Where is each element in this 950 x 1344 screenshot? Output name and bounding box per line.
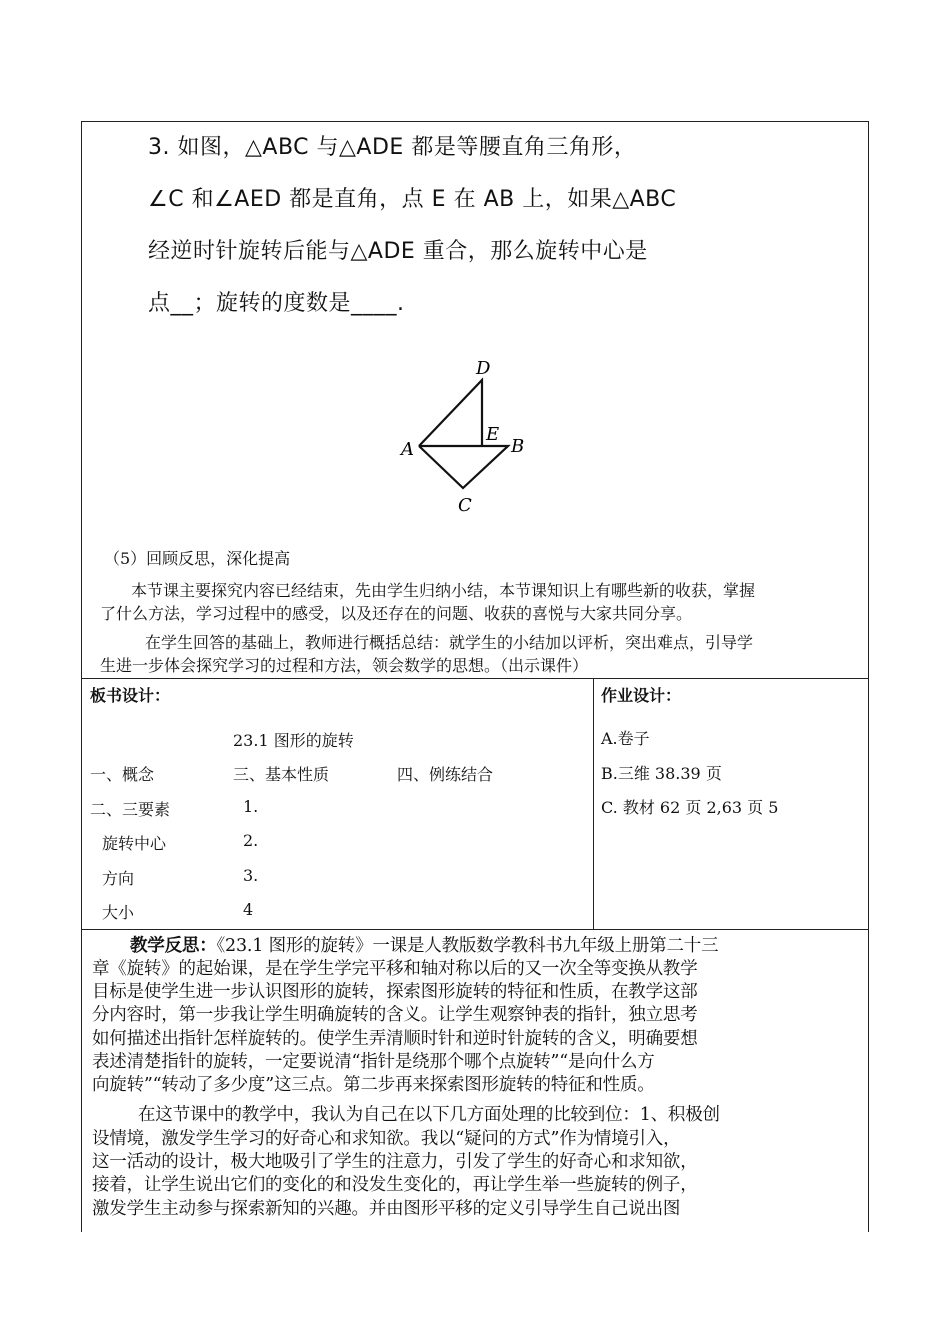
label-a: A bbox=[401, 439, 414, 460]
board-col1-row2: 二、三要素 bbox=[90, 800, 171, 819]
review-para1-line2: 了什么方法，学习过程中的感受，以及还存在的问题、收获的喜悦与大家共同分享。 bbox=[100, 604, 693, 623]
review-para2-line2: 生进一步体会探究学习的过程和方法，领会数学的思想。（出示课件） bbox=[100, 656, 589, 675]
reflection-line-8: 在这节课中的教学中，我认为自己在以下几方面处理的比较到位：1、积极创 bbox=[138, 1105, 720, 1125]
question-line-3: 经逆时针旋转后能与△ADE 重合，那么旋转中心是 bbox=[148, 239, 648, 264]
review-para2-line1: 在学生回答的基础上，教师进行概括总结：就学生的小结加以评析，突出难点，引导学 bbox=[145, 633, 754, 652]
reflection-line-11: 接着，让学生说出它们的变化的和没发生变化的，再让学生举一些旋转的例子， bbox=[92, 1175, 698, 1195]
homework-item-b: B.三维 38.39 页 bbox=[601, 764, 722, 783]
board-heading: 23.1 图形的旋转 bbox=[233, 731, 354, 750]
row-divider-2 bbox=[81, 929, 868, 930]
board-col1-row3: 旋转中心 bbox=[102, 834, 167, 853]
reflection-line-5: 如何描述出指针怎样旋转的。使学生弄清顺时针和逆时针旋转的含义，明确要想 bbox=[92, 1029, 698, 1049]
triangle-abc bbox=[419, 446, 508, 488]
board-col2-row1: 三、基本性质 bbox=[233, 765, 330, 784]
label-d: D bbox=[476, 358, 491, 379]
reflection-line-3: 目标是使学生进一步认识图形的旋转，探索图形旋转的特征和性质，在教学这部 bbox=[92, 982, 698, 1002]
label-b: B bbox=[511, 436, 525, 457]
reflection-line-7: 向旋转”“转动了多少度”这三点。第二步再来探索图形旋转的特征和性质。 bbox=[92, 1075, 655, 1095]
question-line-1: 3. 如图，△ABC 与△ADE 都是等腰直角三角形， bbox=[148, 135, 637, 160]
reflection-line-1 bbox=[130, 935, 898, 958]
review-heading: （5）回顾反思，深化提高 bbox=[104, 549, 291, 568]
homework-item-c: C. 教材 62 页 2,63 页 5 bbox=[601, 798, 779, 817]
label-c: C bbox=[458, 495, 472, 516]
label-e: E bbox=[486, 424, 500, 445]
board-col3-row1: 四、例练结合 bbox=[397, 765, 494, 784]
column-divider bbox=[593, 678, 594, 929]
triangle-figure bbox=[395, 352, 530, 517]
reflection-line-6: 表述清楚指针的旋转，一定要说清“指针是绕那个哪个点旋转”“是向什么方 bbox=[92, 1052, 655, 1072]
triangle-ade bbox=[419, 380, 482, 446]
row-divider-1 bbox=[81, 678, 868, 679]
board-col1-row1: 一、概念 bbox=[90, 765, 155, 784]
board-col2-row4: 3. bbox=[243, 866, 259, 885]
reflection-label: 教学反思： bbox=[130, 936, 217, 956]
board-col2-row2: 1. bbox=[243, 797, 259, 816]
reflection-line-4: 分内容时，第一步我让学生明确旋转的含义。让学生观察钟表的指针，独立思考 bbox=[92, 1005, 698, 1025]
reflection-line-12: 激发学生主动参与探索新知的兴趣。并由图形平移的定义引导学生自己说出图 bbox=[92, 1199, 681, 1219]
board-title: 板书设计： bbox=[90, 686, 171, 705]
board-col1-row4: 方向 bbox=[102, 869, 135, 888]
reflection-line-10: 这一活动的设计，极大地吸引了学生的注意力，引发了学生的好奇心和求知欲， bbox=[92, 1152, 698, 1172]
reflection-line-2: 章《旋转》的起始课，是在学生学完平移和轴对称以后的又一次全等变换从教学 bbox=[92, 959, 698, 979]
board-col1-row5: 大小 bbox=[102, 903, 135, 922]
board-col2-row3: 2. bbox=[243, 831, 259, 850]
reflection-text-1: 《23.1 图形的旋转》一课是人教版数学教科书九年级上册第二十三 bbox=[216, 936, 719, 956]
review-para1-line1: 本节课主要探究内容已经结束，先由学生归纳小结，本节课知识上有哪些新的收获，掌握 bbox=[131, 581, 756, 600]
reflection-line-9: 设情境，激发学生学习的好奇心和求知欲。我以“疑问的方式”作为情境引入， bbox=[92, 1129, 681, 1149]
homework-item-a: A.卷子 bbox=[601, 729, 650, 748]
homework-title: 作业设计： bbox=[601, 686, 682, 705]
question-line-2: ∠C 和∠AED 都是直角，点 E 在 AB 上，如果△ABC bbox=[148, 187, 677, 212]
board-col2-row5: 4 bbox=[243, 900, 254, 919]
question-line-4: 点__；旋转的度数是____. bbox=[148, 291, 405, 316]
